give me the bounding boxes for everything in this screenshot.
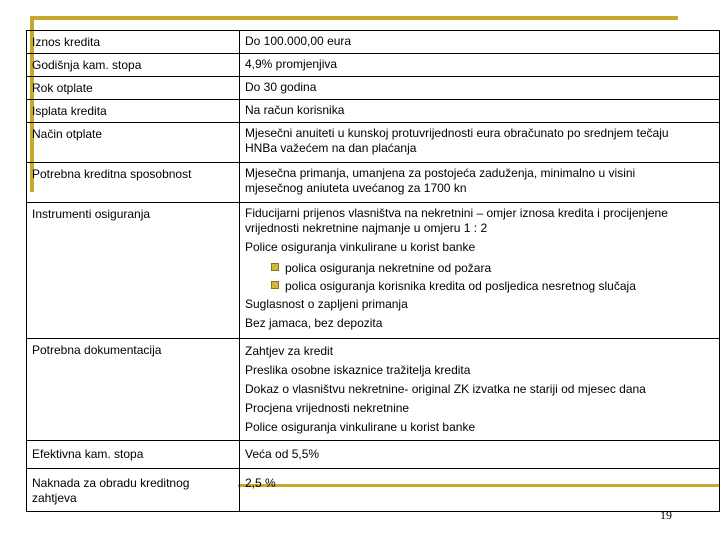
value-line: Suglasnost o zapljeni primanja <box>245 297 408 311</box>
row-label: Efektivna kam. stopa <box>27 441 240 469</box>
table-row <box>27 77 720 100</box>
table-row <box>27 441 720 469</box>
row-value <box>240 203 720 339</box>
value-line: vrijednosti nekretnine najmanje u omjeru 1 : 2 <box>245 221 488 235</box>
value-line: Mjesečna primanja, umanjena za postojeća zaduženja, minimalno u visini <box>245 166 636 180</box>
bullet-icon <box>271 281 279 289</box>
row-value: 4,9% promjenjiva <box>240 54 720 77</box>
list-item <box>245 259 715 277</box>
row-value: Do 30 godina <box>240 77 720 100</box>
value-line: Mjesečni anuiteti u kunskoj protuvrijednosti eura obračunato po srednjem tečaju <box>245 126 669 140</box>
list-item <box>245 277 715 295</box>
page-number: 19 <box>660 508 672 522</box>
row-label: Instrumenti osiguranja <box>27 203 240 339</box>
row-value: 2,5 % <box>240 469 720 512</box>
row-value <box>240 339 720 441</box>
table-row <box>27 339 720 441</box>
row-value <box>240 163 720 203</box>
value-line: Bez jamaca, bez depozita <box>245 316 383 330</box>
value-line: Dokaz o vlasništvu nekretnine- original ZK izvatka ne stariji od mjesec dana <box>245 382 646 396</box>
value-line: Preslika osobne iskaznice tražitelja kredita <box>245 363 471 377</box>
value-line: Procjena vrijednosti nekretnine <box>245 401 410 415</box>
row-label: Način otplate <box>27 123 240 163</box>
value-line: Police osiguranja vinkulirane u korist banke <box>245 420 476 434</box>
row-label: Isplata kredita <box>27 100 240 123</box>
bullet-text: polica osiguranja korisnika kredita od posljedica nesretnog slučaja <box>285 279 636 293</box>
value-line: mjesečnog aniuteta uvećanog za 1700 kn <box>245 181 467 195</box>
accent-line-top <box>30 16 678 20</box>
table-row <box>27 163 720 203</box>
bullet-text: polica osiguranja nekretnine od požara <box>285 261 492 275</box>
row-value <box>240 123 720 163</box>
row-value: Na račun korisnika <box>240 100 720 123</box>
value-line: Fiducijarni prijenos vlasništva na nekretnini – omjer iznosa kredita i procijenjene <box>245 206 668 220</box>
value-line: HNBa važećem na dan plaćanja <box>245 141 417 155</box>
table-row <box>27 31 720 54</box>
row-value: Veća od 5,5% <box>240 441 720 469</box>
row-label: Iznos kredita <box>27 31 240 54</box>
row-label: Naknada za obradu kreditnog zahtjeva <box>27 469 240 512</box>
row-value: Do 100.000,00 eura <box>240 31 720 54</box>
loan-terms-table <box>26 30 720 512</box>
row-label: Potrebna dokumentacija <box>27 339 240 441</box>
row-label: Potrebna kreditna sposobnost <box>27 163 240 203</box>
table-row <box>27 203 720 339</box>
value-line: Zahtjev za kredit <box>245 344 334 358</box>
table-row <box>27 469 720 512</box>
value-line: Police osiguranja vinkulirane u korist banke <box>245 240 476 254</box>
table-row <box>27 54 720 77</box>
table-row <box>27 123 720 163</box>
row-label: Rok otplate <box>27 77 240 100</box>
row-label: Godišnja kam. stopa <box>27 54 240 77</box>
bullet-icon <box>271 263 279 271</box>
table-row <box>27 100 720 123</box>
